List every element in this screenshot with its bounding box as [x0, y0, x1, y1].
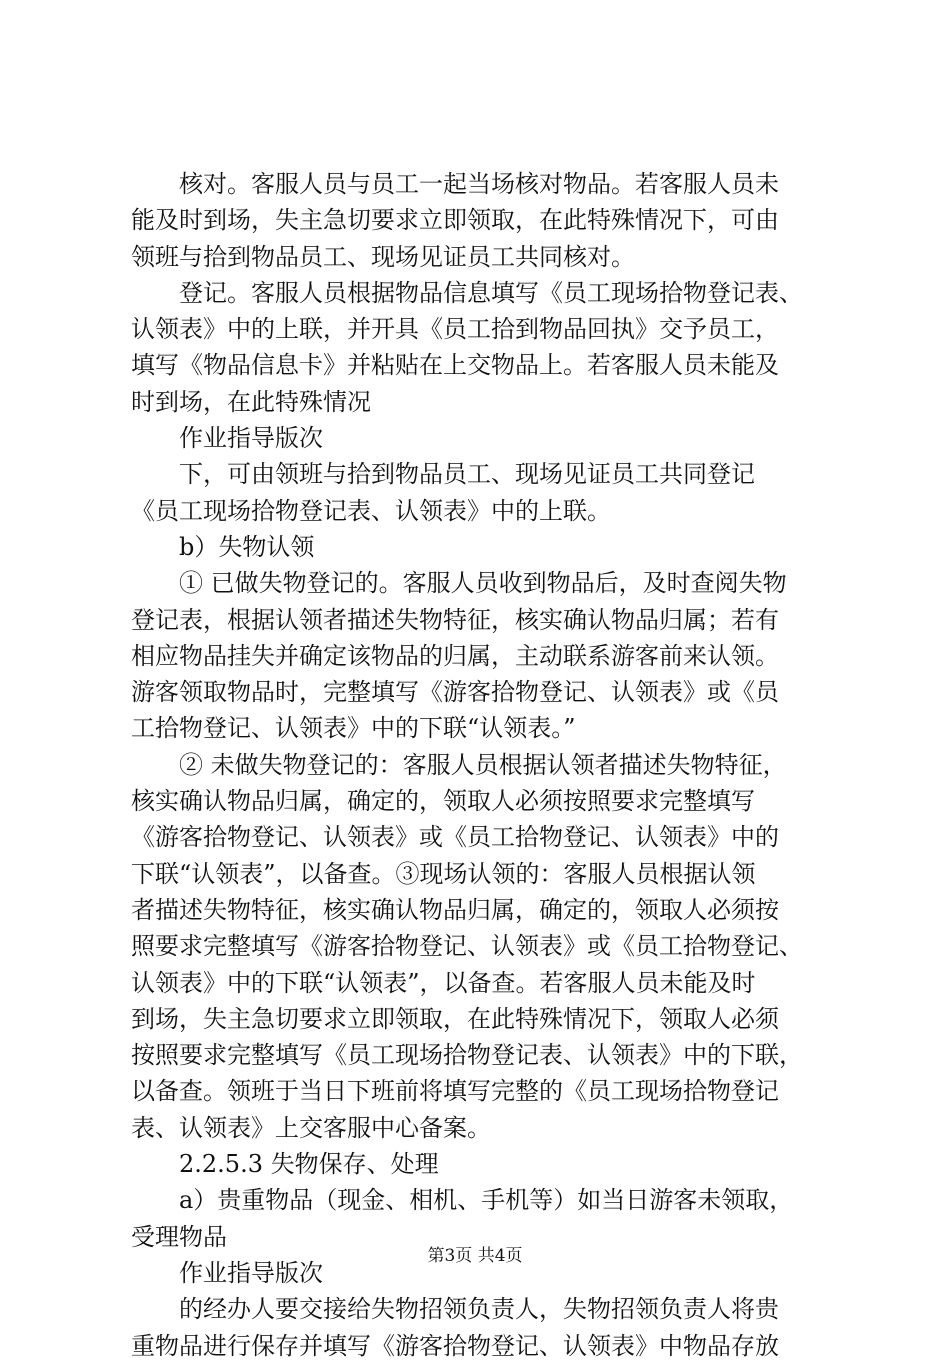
- text-line: 以备查。领班于当日下班前将填写完整的《员工现场拾物登记: [131, 1077, 779, 1106]
- text-line: 时到场，在此特殊情况: [131, 387, 371, 416]
- text-line: 者描述失物特征，核实确认物品归属，确定的，领取人必须按: [131, 895, 779, 924]
- text-line: 下联“认领表”，以备查。③现场认领的：客服人员根据认领: [131, 859, 756, 888]
- text-line: 按照要求完整填写《员工现场拾物登记表、认领表》中的下联，: [131, 1041, 803, 1070]
- text-line: a）贵重物品（现金、相机、手机等）如当日游客未领取，: [179, 1186, 794, 1215]
- page-footer: 第3页 共4页: [427, 1246, 523, 1266]
- text-line: 认领表》中的上联，并开具《员工拾到物品回执》交予员工，: [131, 315, 779, 344]
- text-line: 登记。客服人员根据物品信息填写《员工现场拾物登记表、: [179, 278, 803, 307]
- text-line: 游客领取物品时，完整填写《游客拾物登记、认领表》或《员: [131, 678, 779, 707]
- text-line: 相应物品挂失并确定该物品的归属，主动联系游客前来认领。: [131, 641, 779, 670]
- text-line: 作业指导版次: [179, 1258, 323, 1287]
- text-line: 受理物品: [131, 1222, 227, 1251]
- text-line: 重物品进行保存并填写《游客拾物登记、认领表》中物品存放: [131, 1331, 779, 1360]
- text-line: 表、认领表》上交客服中心备案。: [131, 1113, 491, 1142]
- text-line: 《游客拾物登记、认领表》或《员工拾物登记、认领表》中的: [131, 823, 779, 852]
- text-line: ② 未做失物登记的：客服人员根据认领者描述失物特征，: [179, 750, 787, 779]
- text-line: 领班与拾到物品员工、现场见证员工共同核对。: [131, 242, 635, 271]
- body-text: [131, 166, 831, 1364]
- text-line: 登记表，根据认领者描述失物特征，核实确认物品归属；若有: [131, 605, 779, 634]
- text-line: 填写《物品信息卡》并粘贴在上交物品上。若客服人员未能及: [131, 351, 779, 380]
- text-line: b）失物认领: [179, 532, 315, 561]
- text-line: 认领表》中的下联“认领表”，以备查。若客服人员未能及时: [131, 968, 756, 997]
- text-line: 核对。客服人员与员工一起当场核对物品。若客服人员未: [179, 170, 779, 198]
- text-line: 的经办人要交接给失物招领负责人，失物招领负责人将贵: [179, 1295, 779, 1324]
- text-line: 能及时到场，失主急切要求立即领取，在此特殊情况下，可由: [131, 206, 779, 235]
- text-line: 工拾物登记、认领表》中的下联“认领表。”: [131, 714, 576, 743]
- text-line: 《员工现场拾物登记表、认领表》中的上联。: [131, 496, 611, 525]
- text-line: 作业指导版次: [179, 424, 323, 453]
- text-line: ① 已做失物登记的。客服人员收到物品后，及时查阅失物: [179, 569, 787, 598]
- text-line: 2.2.5.3 失物保存、处理: [179, 1150, 439, 1179]
- text-line: 核实确认物品归属，确定的，领取人必须按照要求完整填写: [131, 787, 755, 816]
- text-line: 到场，失主急切要求立即领取，在此特殊情况下，领取人必须: [131, 1004, 779, 1033]
- text-line: 下，可由领班与拾到物品员工、现场见证员工共同登记: [179, 460, 755, 489]
- text-line: 照要求完整填写《游客拾物登记、认领表》或《员工拾物登记、: [131, 932, 803, 961]
